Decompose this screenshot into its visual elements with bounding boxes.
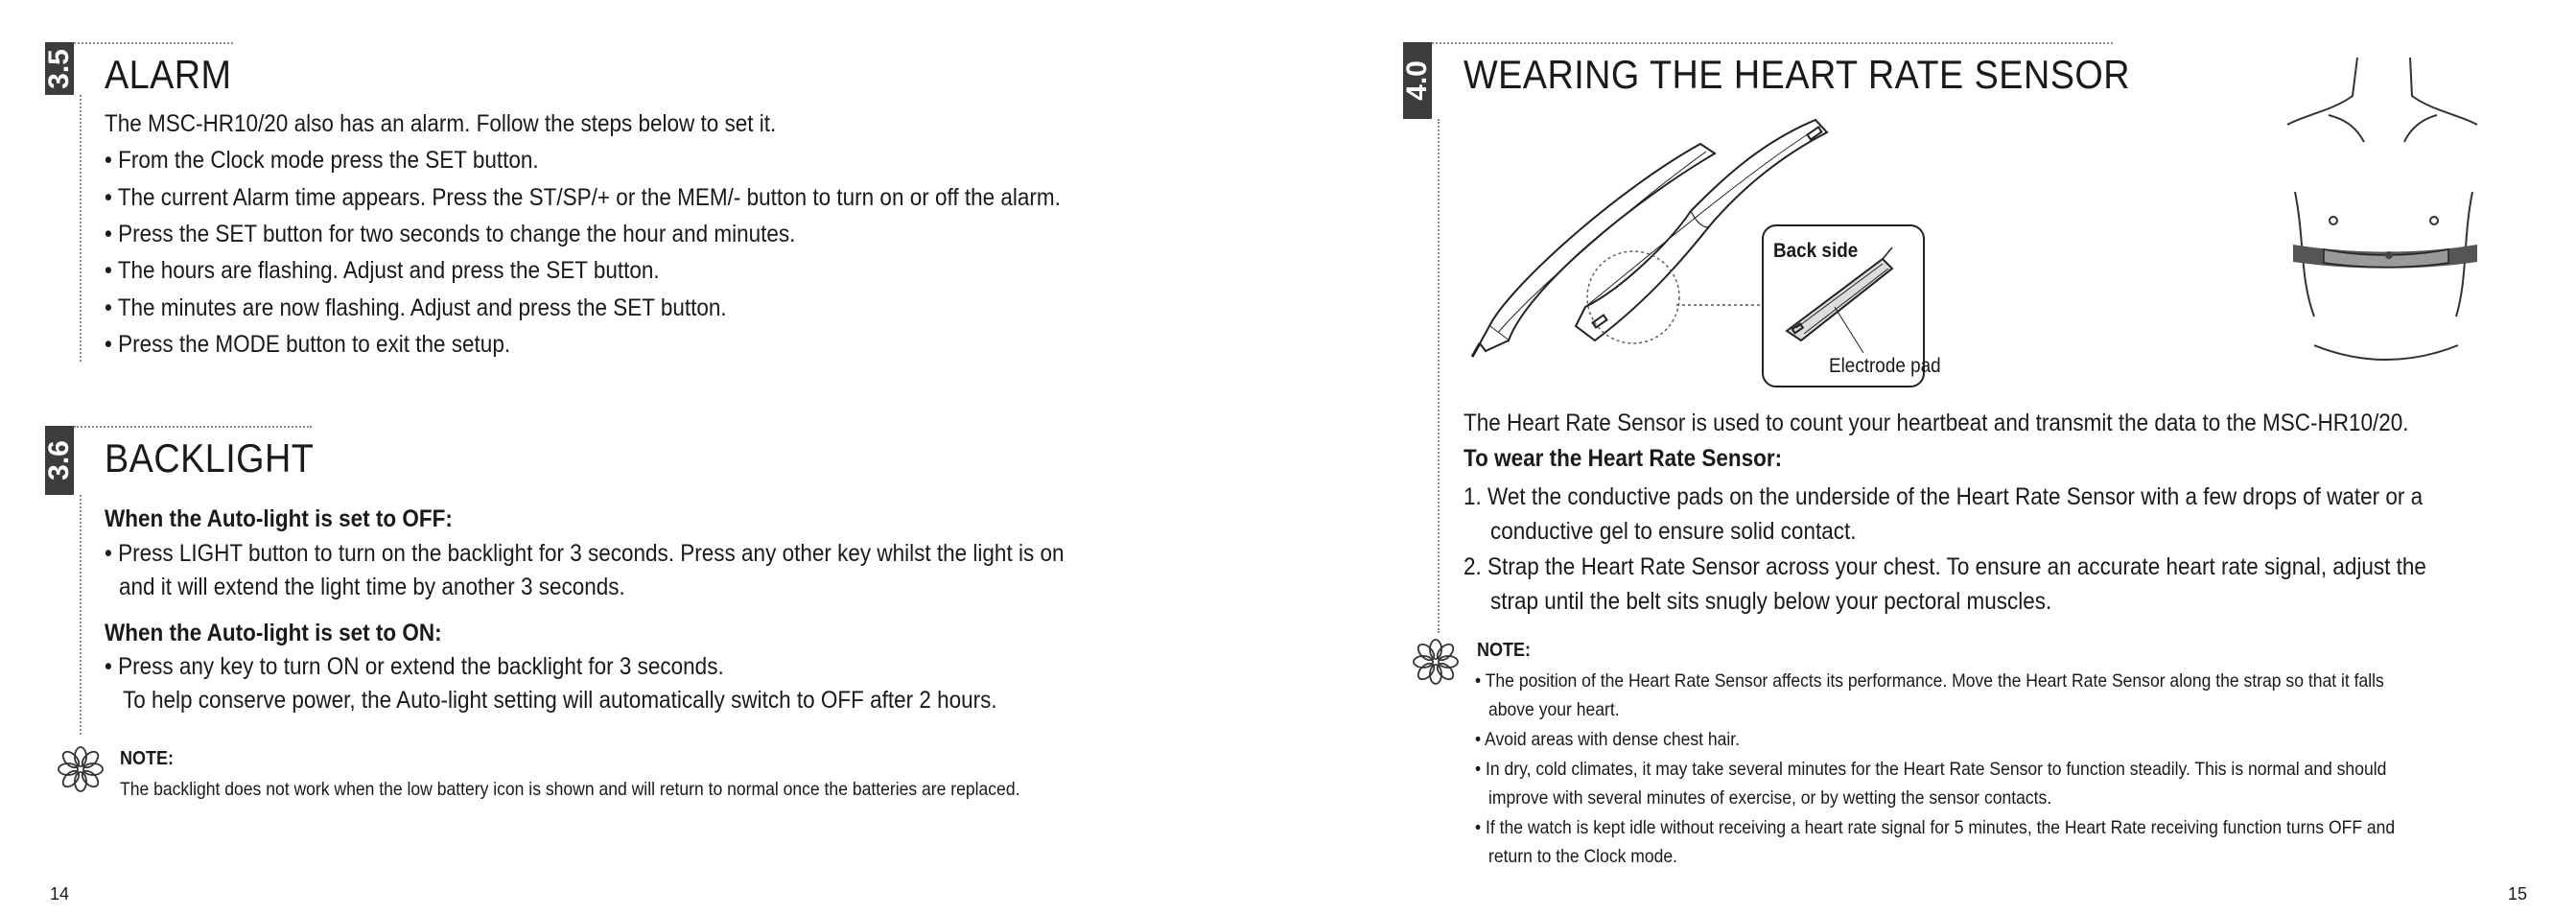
wear-subheading: To wear the Heart Rate Sensor: — [1464, 445, 1783, 472]
note-item: • Avoid areas with dense chest hair. — [1475, 729, 1741, 750]
page-number: 15 — [2508, 884, 2528, 903]
flower-note-icon — [56, 744, 105, 794]
backlight-off-line: • Press LIGHT button to turn on the backlight for 3 seconds. Press any other key whilst the light is on — [105, 540, 1065, 567]
wear-step: 2. Strap the Heart Rate Sensor across your chest. To ensure an accurate heart rate signal, adjust the — [1464, 553, 2426, 580]
backlight-on-line: To help conserve power, the Auto-light setting will automatically switch to OFF after 2 hours. — [123, 687, 997, 714]
heart-rate-sensor-illustration — [1470, 106, 1931, 393]
section-side-rule — [80, 95, 82, 362]
alarm-bullet: • The hours are flashing. Adjust and press the SET button. — [105, 257, 660, 284]
wear-step: strap until the belt sits snugly below your pectoral muscles. — [1490, 588, 2052, 615]
wear-step: 1. Wet the conductive pads on the underside of the Heart Rate Sensor with a few drops of water or a — [1464, 483, 2424, 510]
section-top-rule — [74, 42, 233, 44]
backlight-off-line: and it will extend the light time by another 3 seconds. — [119, 574, 625, 600]
right-page — [1288, 0, 2576, 915]
section-number-tab: 3.6 — [45, 426, 74, 495]
note-item: • The position of the Heart Rate Sensor affects its performance. Move the Heart Rate Sensor along the strap so that it falls — [1475, 670, 2384, 692]
section-top-rule — [1432, 42, 2113, 44]
section-side-rule — [80, 495, 82, 735]
alarm-bullet: • From the Clock mode press the SET button. — [105, 147, 539, 174]
note-item: • If the watch is kept idle without receiving a heart rate signal for 5 minutes, the Heart Rate receiving function turns OFF and — [1475, 817, 2396, 838]
section-side-rule — [1438, 119, 1440, 633]
electrode-pad-label: Electrode pad — [1829, 355, 1941, 377]
section-title: BACKLIGHT — [105, 435, 315, 481]
section-title: ALARM — [105, 52, 232, 97]
auto-light-on-heading: When the Auto-light is set to ON: — [105, 620, 442, 646]
section-top-rule — [74, 426, 312, 428]
section-number-tab: 4.0 — [1403, 42, 1432, 119]
back-side-label: Back side — [1773, 240, 1859, 262]
note-text: The backlight does not work when the low battery icon is shown and will return to normal once the batteries are replaced. — [120, 779, 1020, 800]
alarm-bullet: • The current Alarm time appears. Press the ST/SP/+ or the MEM/- button to turn on or off the alarm. — [105, 184, 1061, 211]
section-title: WEARING THE HEART RATE SENSOR — [1464, 52, 2130, 97]
auto-light-off-heading: When the Auto-light is set to OFF: — [105, 505, 453, 532]
alarm-bullet: • The minutes are now flashing. Adjust and press the SET button. — [105, 294, 727, 321]
section-number-tab: 3.5 — [45, 42, 74, 95]
note-label: NOTE: — [120, 748, 174, 769]
note-item: • In dry, cold climates, it may take several minutes for the Heart Rate Sensor to function steadily. This is normal and should — [1475, 759, 2387, 780]
note-item: above your heart. — [1488, 699, 1620, 720]
alarm-intro: The MSC-HR10/20 also has an alarm. Follow the steps below to set it. — [105, 110, 777, 137]
alarm-bullet: • Press the SET button for two seconds to change the hour and minutes. — [105, 221, 796, 247]
note-item: return to the Clock mode. — [1488, 846, 1678, 867]
page-number: 14 — [50, 884, 70, 903]
note-item: improve with several minutes of exercise, or by wetting the sensor contacts. — [1488, 787, 2052, 809]
torso-with-strap-illustration — [2276, 58, 2564, 364]
note-label: NOTE: — [1477, 640, 1531, 661]
wear-step: conductive gel to ensure solid contact. — [1490, 518, 1857, 545]
alarm-bullet: • Press the MODE button to exit the setup. — [105, 331, 511, 358]
sensor-intro: The Heart Rate Sensor is used to count your heartbeat and transmit the data to the MSC-HR10/20. — [1464, 410, 2409, 436]
flower-note-icon — [1411, 637, 1461, 687]
backlight-on-line: • Press any key to turn ON or extend the backlight for 3 seconds. — [105, 653, 724, 680]
